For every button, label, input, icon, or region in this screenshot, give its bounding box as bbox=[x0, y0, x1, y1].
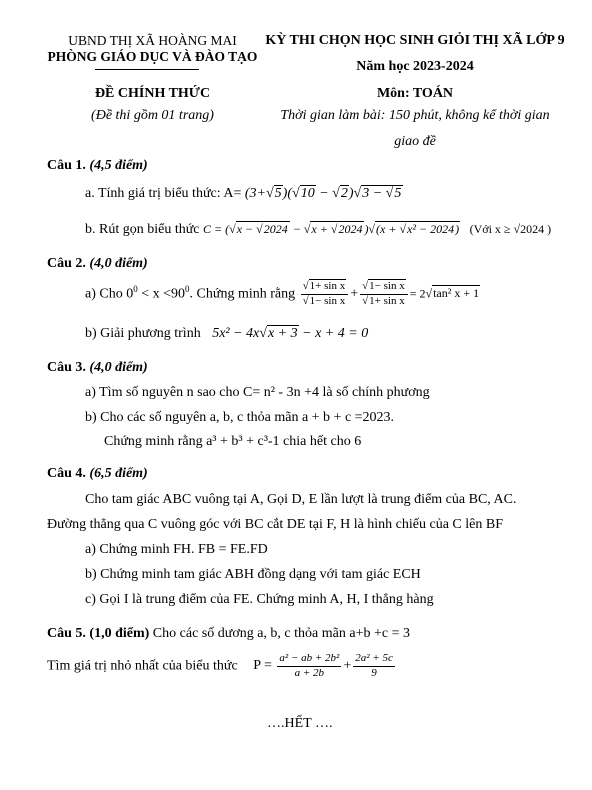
q5-expression: Tìm giá trị nhỏ nhất của biểu thức P = $\frac{\text{a² − ab + 2b²}}{a + 2b}$ + $\frac{\text{2a² + 5c}}{9}$ bbox=[47, 652, 393, 679]
header-dept: PHÒNG GIÁO DỤC VÀ ĐÀO TẠO bbox=[47, 49, 258, 64]
exam-title: KỲ THI CHỌN HỌC SINH GIỎI THỊ XÃ LỚP 9 bbox=[265, 33, 565, 48]
q4-heading: Câu 4. (6,5 điểm) bbox=[47, 466, 148, 481]
q1b-formula: C = (√x − √2024 − √x + √2024 )√(x + √x² − 2024) bbox=[203, 222, 460, 236]
q5-heading: Câu 5. (1,0 điểm) Cho các số dương a, b, c thỏa mãn a+b +c = 3 bbox=[47, 626, 410, 641]
header-org: UBND THỊ XÃ HOÀNG MAI bbox=[68, 33, 237, 48]
q2b-formula: 5x² − 4x√x + 3 − x + 4 = 0 bbox=[212, 326, 369, 341]
time-note-cont: giao đề bbox=[394, 134, 436, 149]
q5-frac2: $\frac{\text{2a² + 5c}}{9}$ bbox=[355, 652, 393, 679]
q4c: c) Gọi I là trung điểm của FE. Chứng minh A, H, I thẳng hàng bbox=[85, 592, 434, 607]
q2a: a) Cho $0^0 < x <90^0$. Chứng minh rằng $\frac{\text{√1+ sin x}}{\text{√1− sin x}}$ + $\frac{\text{√1− sin x}}{\text{√1+ sin x}}$ = 2√tan² x + 1 bbox=[85, 280, 480, 307]
q4-intro1: Cho tam giác ABC vuông tại A, Gọi D, E lần lượt là trung điểm của BC, AC. bbox=[85, 492, 517, 507]
q3a: a) Tìm số nguyên n sao cho C= n² - 3n +4 là số chính phương bbox=[85, 385, 430, 400]
end-marker: ….HẾT …. bbox=[267, 716, 333, 731]
q4b: b) Chứng minh tam giác ABH đồng dạng với tam giác ECH bbox=[85, 567, 421, 582]
school-year: Năm học 2023-2024 bbox=[356, 59, 474, 74]
time-note: Thời gian làm bài: 150 phút, không kể thời gian bbox=[280, 108, 550, 123]
q3b-cont: Chứng minh rằng a³ + b³ + c³-1 chia hết cho 6 bbox=[104, 434, 362, 449]
q2-heading: Câu 2. (4,0 điểm) bbox=[47, 256, 148, 271]
q1a-formula: (3+√5)(√10 − √2)√3 − √5 bbox=[244, 186, 402, 201]
page-count-note: (Đề thi gồm 01 trang) bbox=[91, 108, 214, 123]
q2b: b) Giải phương trình 5x² − 4x√x + 3 − x + 4 = 0 bbox=[85, 326, 369, 341]
q4-intro2: Đường thẳng qua C vuông góc với BC cắt DE tại F, H là hình chiếu của C lên BF bbox=[47, 517, 503, 532]
header-divider bbox=[95, 69, 199, 70]
q2a-frac1: $\frac{\text{√1+ sin x}}{\text{√1− sin x}}$ bbox=[301, 280, 349, 309]
q1a: a. Tính giá trị biểu thức: A= (3+√5)(√10 − √2)√3 − √5 bbox=[85, 186, 402, 201]
official-label: ĐỀ CHÍNH THỨC bbox=[94, 86, 211, 101]
q1-heading: Câu 1. (4,5 điểm) bbox=[47, 158, 148, 173]
q2a-frac2: $\frac{\text{√1− sin x}}{\text{√1+ sin x}}$ bbox=[360, 280, 408, 309]
q3b: b) Cho các số nguyên a, b, c thỏa mãn a + b + c =2023. bbox=[85, 410, 395, 425]
q4a: a) Chứng minh FH. FB = FE.FD bbox=[85, 542, 268, 557]
q3-heading: Câu 3. (4,0 điểm) bbox=[47, 360, 148, 375]
subject: Môn: TOÁN bbox=[376, 86, 454, 101]
q1b: b. Rút gọn biểu thức C = (√x − √2024 − √x + √2024 )√(x + √x² − 2024) (Với x ≥ √2024 ) bbox=[85, 222, 552, 237]
q5-frac1: $\frac{\text{a² − ab + 2b²}}{a + 2b}$ bbox=[279, 652, 340, 679]
